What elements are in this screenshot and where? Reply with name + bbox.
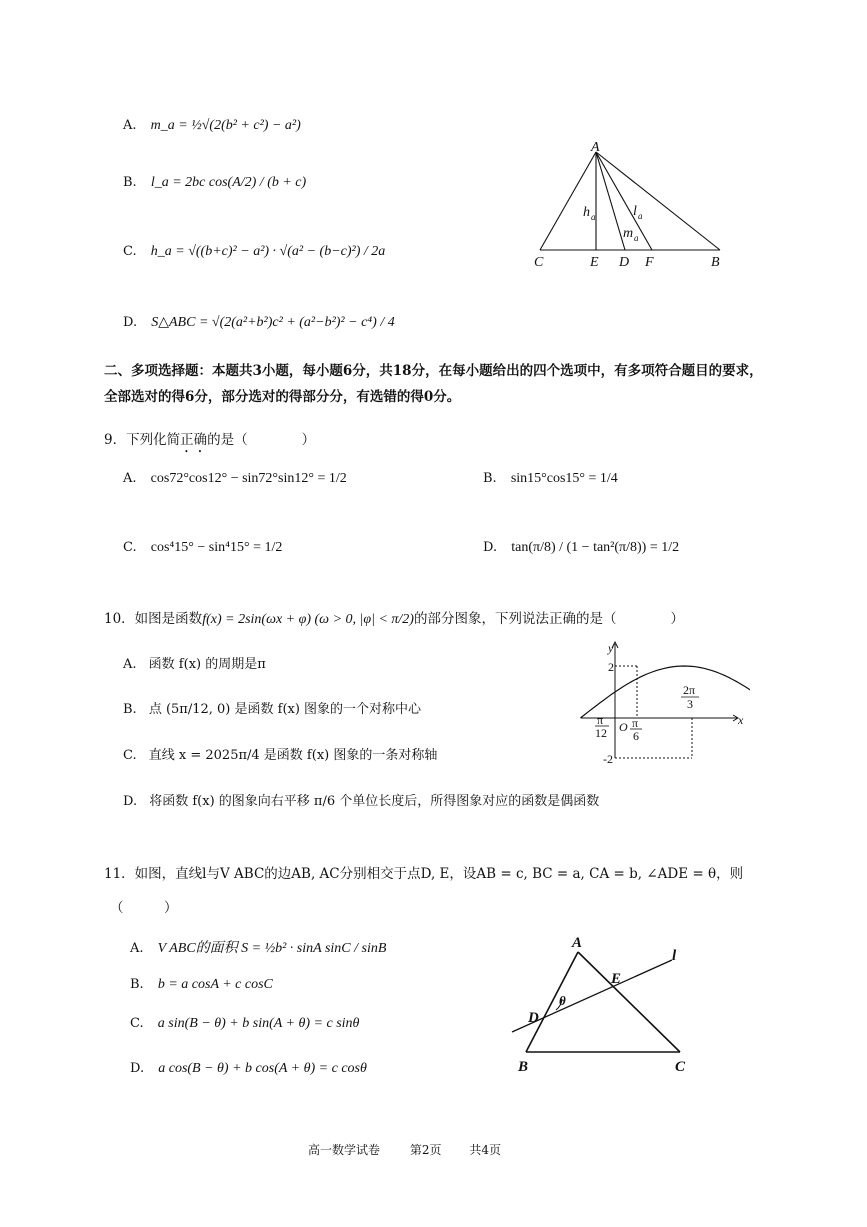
q11-option-d xyxy=(130,1061,367,1077)
q10-option-a-text: 函数 f(x) 的周期是π xyxy=(148,657,266,672)
q8-label-f: F xyxy=(645,255,654,270)
q8-label-b: B xyxy=(711,255,720,270)
footer-page: 第2页 xyxy=(409,1143,442,1157)
q11-option-c-label: C. xyxy=(130,1016,144,1031)
q8-option-c-formula: h_a = √((b+c)² − a²) · √(a² − (b−c)²) / 2a xyxy=(150,244,386,259)
q8-option-c-label: C. xyxy=(123,244,137,259)
q8-median-m xyxy=(596,152,625,250)
footer-subject: 高一数学试卷 xyxy=(308,1143,381,1157)
page-footer xyxy=(308,1141,501,1158)
q9-option-b-label: B. xyxy=(483,471,497,486)
q10-label-pi6-den: 6 xyxy=(633,729,639,743)
q11-option-a-formula: V ABC的面积 S = ½b² · sinA sinC / sinB xyxy=(157,941,387,956)
q10-option-b xyxy=(123,698,421,717)
q11-side-ac xyxy=(578,952,680,1052)
footer-total: 共4页 xyxy=(469,1143,501,1157)
q10-option-b-text: 点 (5π/12, 0) 是函数 f(x) 图象的一个对称中心 xyxy=(148,702,422,717)
q9-option-b-formula: sin15°cos15° = 1/4 xyxy=(510,471,618,486)
q10-label-2: 2 xyxy=(608,660,614,674)
q8-side-ab xyxy=(596,152,720,250)
q9-stem-emph: 正确 xyxy=(180,432,208,448)
q11-label-l: l xyxy=(672,948,677,964)
q11-option-b xyxy=(130,977,273,993)
q10-option-a-label: A. xyxy=(123,657,137,672)
q8-side-ac xyxy=(540,152,596,250)
q11-option-d-label: D. xyxy=(130,1061,145,1076)
q11-option-a-label: A. xyxy=(130,941,144,956)
q10-option-c-label: C. xyxy=(123,748,137,763)
q8-option-c xyxy=(123,244,385,260)
q11-option-b-formula: b = a cosA + c cosC xyxy=(157,977,273,992)
q9-option-c-label: C. xyxy=(123,540,137,555)
q8-option-a-label: A. xyxy=(123,118,137,133)
q9-option-d xyxy=(483,540,679,556)
q10-option-a xyxy=(123,653,266,672)
q8-label-m: m xyxy=(623,226,634,241)
q10-option-c-text: 直线 x = 2025π/4 是函数 f(x) 图象的一条对称轴 xyxy=(148,748,438,763)
q10-option-d-text: 将函数 f(x) 的图象向右平移 π/6 个单位长度后，所得图象对应的函数是偶函数 xyxy=(149,794,600,809)
q10-stem-formula: f(x) = 2sin(ωx + φ) (ω > 0, |φ| < π/2) xyxy=(202,612,414,627)
q9-stem xyxy=(104,428,315,456)
section2-heading: 二、多项选择题：本题共3小题，每小题6分，共18分，在每小题给出的四个选项中，有多项符合题目的要求，全部选对的得6分，部分选对的得部分分，有选错的得0分。 xyxy=(104,363,763,405)
q11-option-c xyxy=(130,1016,359,1032)
q11-triangle-figure xyxy=(500,930,710,1080)
q8-label-e: E xyxy=(590,255,599,270)
q8-option-d-label: D. xyxy=(123,315,138,330)
q9-option-c-formula: cos⁴15° − sin⁴15° = 1/2 xyxy=(150,540,283,555)
q8-option-b-formula: l_a = 2bc cos(A/2) / (b + c) xyxy=(150,175,307,190)
q11-label-a: A xyxy=(572,935,583,951)
q10-stem-before: 10．如图是函数 xyxy=(104,611,203,627)
q10-label-2pi3-den: 3 xyxy=(687,697,693,711)
q8-option-b-label: B. xyxy=(123,175,137,190)
q11-option-b-label: B. xyxy=(130,977,144,992)
q8-label-a: A xyxy=(591,140,600,155)
q10-sine-graph xyxy=(575,638,750,773)
q9-stem-after: 的是（ ） xyxy=(207,432,316,448)
q10-option-c xyxy=(123,744,437,763)
q9-option-a xyxy=(123,471,347,487)
q10-label-pi6-num: π xyxy=(632,716,639,730)
q8-triangle-figure xyxy=(525,140,735,270)
q10-label-y: y xyxy=(608,641,614,655)
q11-label-theta: θ xyxy=(559,993,566,1008)
q11-side-ab xyxy=(526,952,578,1052)
q8-option-a-formula: m_a = ½√(2(b² + c²) − a²) xyxy=(150,118,301,133)
q8-label-l: l xyxy=(633,204,637,219)
q8-label-h: h xyxy=(583,205,590,220)
q8-label-d: D xyxy=(619,255,630,270)
q9-option-b xyxy=(483,471,618,487)
q8-label-m-sub: a xyxy=(634,233,639,243)
q9-option-d-label: D. xyxy=(483,540,498,555)
q11-label-b: B xyxy=(518,1059,529,1075)
q11-option-c-formula: a sin(B − θ) + b sin(A + θ) = c sinθ xyxy=(157,1016,360,1031)
q9-option-d-formula: tan(π/8) / (1 − tan²(π/8)) = 1/2 xyxy=(511,540,680,555)
q9-stem-before: 9．下列化简 xyxy=(104,432,181,448)
q11-option-a xyxy=(130,937,386,957)
q8-option-b xyxy=(123,175,306,191)
q11-option-d-formula: a cos(B − θ) + b cos(A + θ) = c cosθ xyxy=(158,1061,367,1076)
q9-option-a-label: A. xyxy=(123,471,137,486)
q8-option-a xyxy=(123,118,301,134)
q10-option-d xyxy=(123,790,599,809)
q8-label-l-sub: a xyxy=(638,211,643,221)
q10-option-d-label: D. xyxy=(123,794,138,809)
q8-label-h-sub: a xyxy=(591,212,596,222)
q10-label-2pi3-num: 2π xyxy=(683,683,696,697)
q8-option-d-formula: S△ABC = √(2(a²+b²)c² + (a²−b²)² − c⁴) / 4 xyxy=(151,315,395,330)
q10-label-neg-pi12-den: 12 xyxy=(595,726,607,740)
q10-stem xyxy=(104,607,684,628)
q8-option-d xyxy=(123,314,395,331)
q10-label-neg-pi12-num: π xyxy=(597,713,604,727)
q8-label-c: C xyxy=(534,255,544,270)
q10-label-x: x xyxy=(738,713,744,727)
q11-label-e: E xyxy=(611,971,622,987)
q9-option-c xyxy=(123,540,282,556)
q10-label-neg2: -2 xyxy=(603,752,613,766)
q10-label-origin: O xyxy=(619,720,628,734)
q11-label-d: D xyxy=(528,1010,539,1026)
q11-stem-line1: 11．如图，直线l与V ABC的边AB, AC分别相交于点D, E，设AB = c, BC = a, CA = b, ∠ADE = θ，则 xyxy=(104,866,744,882)
q9-option-a-formula: cos72°cos12° − sin72°sin12° = 1/2 xyxy=(150,471,347,486)
q11-stem-line2: （ ） xyxy=(110,900,178,916)
q11-label-c: C xyxy=(675,1059,686,1075)
q10-stem-after: 的部分图象，下列说法正确的是（ ） xyxy=(413,611,684,627)
q10-option-b-label: B. xyxy=(123,702,137,717)
